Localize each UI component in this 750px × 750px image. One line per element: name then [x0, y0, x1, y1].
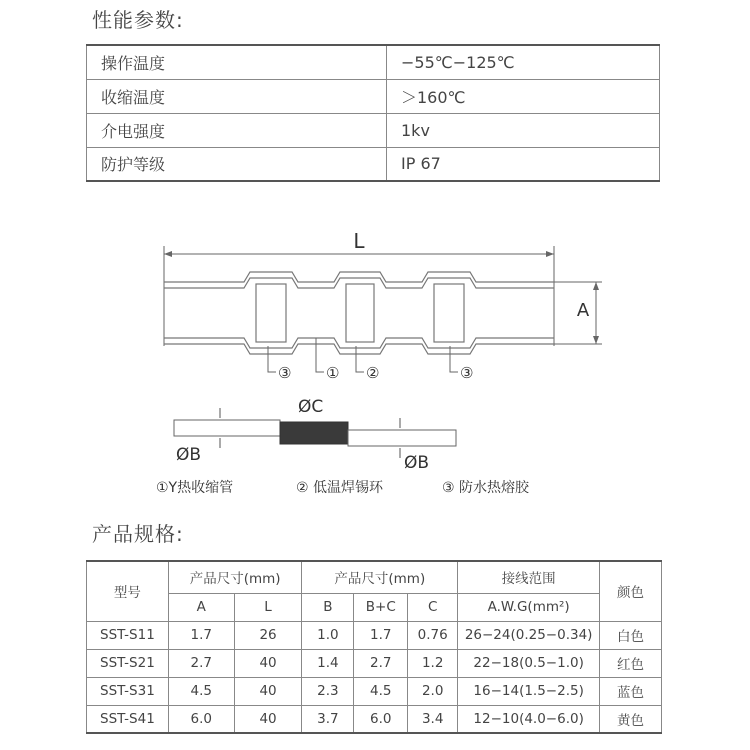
cell-bc: 1.7 — [354, 621, 408, 649]
solder-section — [280, 422, 348, 444]
header-c: C — [408, 593, 458, 621]
header-group1: 产品尺寸(mm) — [168, 561, 302, 593]
legend-item-solder: ② 低温焊锡环 — [296, 480, 384, 496]
param-label: 防护等级 — [87, 147, 387, 181]
cell-bc: 2.7 — [354, 649, 408, 677]
header-b: B — [302, 593, 354, 621]
dimension-b-label: ØB — [176, 445, 202, 465]
cell-model: SST-S21 — [87, 649, 169, 677]
spec-title: 产品规格: — [92, 522, 184, 546]
cell-awg: 22−18(0.5−1.0) — [458, 649, 600, 677]
cell-a: 1.7 — [168, 621, 234, 649]
param-label: 收缩温度 — [87, 79, 387, 113]
header-bc: B+C — [354, 593, 408, 621]
cell-c: 2.0 — [408, 677, 458, 705]
spec-table — [86, 560, 662, 734]
param-value: −55℃−125℃ — [387, 45, 660, 79]
dimension-b2-label: ØB — [404, 453, 430, 473]
cell-b: 3.7 — [302, 705, 354, 733]
legend-item-glue: ③ 防水热熔胶 — [442, 480, 530, 496]
cell-c: 3.4 — [408, 705, 458, 733]
wire-right — [348, 430, 456, 446]
header-group2: 产品尺寸(mm) — [302, 561, 458, 593]
cell-l: 40 — [234, 649, 302, 677]
performance-table — [86, 44, 660, 182]
callout-3-left: ③ — [278, 364, 292, 382]
cell-l: 26 — [234, 621, 302, 649]
cell-color: 红色 — [600, 649, 662, 677]
param-label: 操作温度 — [87, 45, 387, 79]
cell-awg: 16−14(1.5−2.5) — [458, 677, 600, 705]
cell-c: 1.2 — [408, 649, 458, 677]
table-header-row — [87, 561, 662, 593]
cell-color: 蓝色 — [600, 677, 662, 705]
param-label: 介电强度 — [87, 113, 387, 147]
table-row — [87, 79, 660, 113]
table-row — [87, 649, 662, 677]
cell-l: 40 — [234, 677, 302, 705]
callout-1: ① — [326, 364, 340, 382]
cell-model: SST-S11 — [87, 621, 169, 649]
callout-2: ② — [366, 364, 380, 382]
cell-b: 1.0 — [302, 621, 354, 649]
table-row — [87, 113, 660, 147]
cell-c: 0.76 — [408, 621, 458, 649]
cell-awg: 12−10(4.0−6.0) — [458, 705, 600, 733]
dimension-l-label: L — [353, 229, 365, 253]
dimension-a-label: A — [576, 300, 590, 321]
table-row — [87, 677, 662, 705]
header-wire-range: 接线范围 — [458, 561, 600, 593]
cell-a: 4.5 — [168, 677, 234, 705]
cell-bc: 4.5 — [354, 677, 408, 705]
callout-3-right: ③ — [460, 364, 474, 382]
cell-l: 40 — [234, 705, 302, 733]
table-row — [87, 705, 662, 733]
table-header-row — [87, 593, 662, 621]
table-row — [87, 621, 662, 649]
param-value: IP 67 — [387, 147, 660, 181]
cell-color: 白色 — [600, 621, 662, 649]
connector-diagram — [150, 226, 620, 506]
cell-bc: 6.0 — [354, 705, 408, 733]
header-model: 型号 — [87, 561, 169, 621]
header-color: 颜色 — [600, 561, 662, 621]
dimension-c-label: ØC — [298, 397, 324, 417]
param-value: ＞160℃ — [387, 79, 660, 113]
cell-model: SST-S41 — [87, 705, 169, 733]
performance-title: 性能参数: — [92, 8, 184, 32]
cell-b: 2.3 — [302, 677, 354, 705]
cell-awg: 26−24(0.25−0.34) — [458, 621, 600, 649]
solder-rings — [256, 284, 464, 342]
header-l: L — [234, 593, 302, 621]
cell-model: SST-S31 — [87, 677, 169, 705]
legend-item-tube: ①Y热收缩管 — [156, 480, 234, 496]
table-row — [87, 147, 660, 181]
cell-a: 6.0 — [168, 705, 234, 733]
table-row — [87, 45, 660, 79]
wire-left — [174, 420, 280, 436]
header-awg: A.W.G(mm²) — [458, 593, 600, 621]
header-a: A — [168, 593, 234, 621]
cell-color: 黄色 — [600, 705, 662, 733]
cell-a: 2.7 — [168, 649, 234, 677]
param-value: 1kv — [387, 113, 660, 147]
cell-b: 1.4 — [302, 649, 354, 677]
